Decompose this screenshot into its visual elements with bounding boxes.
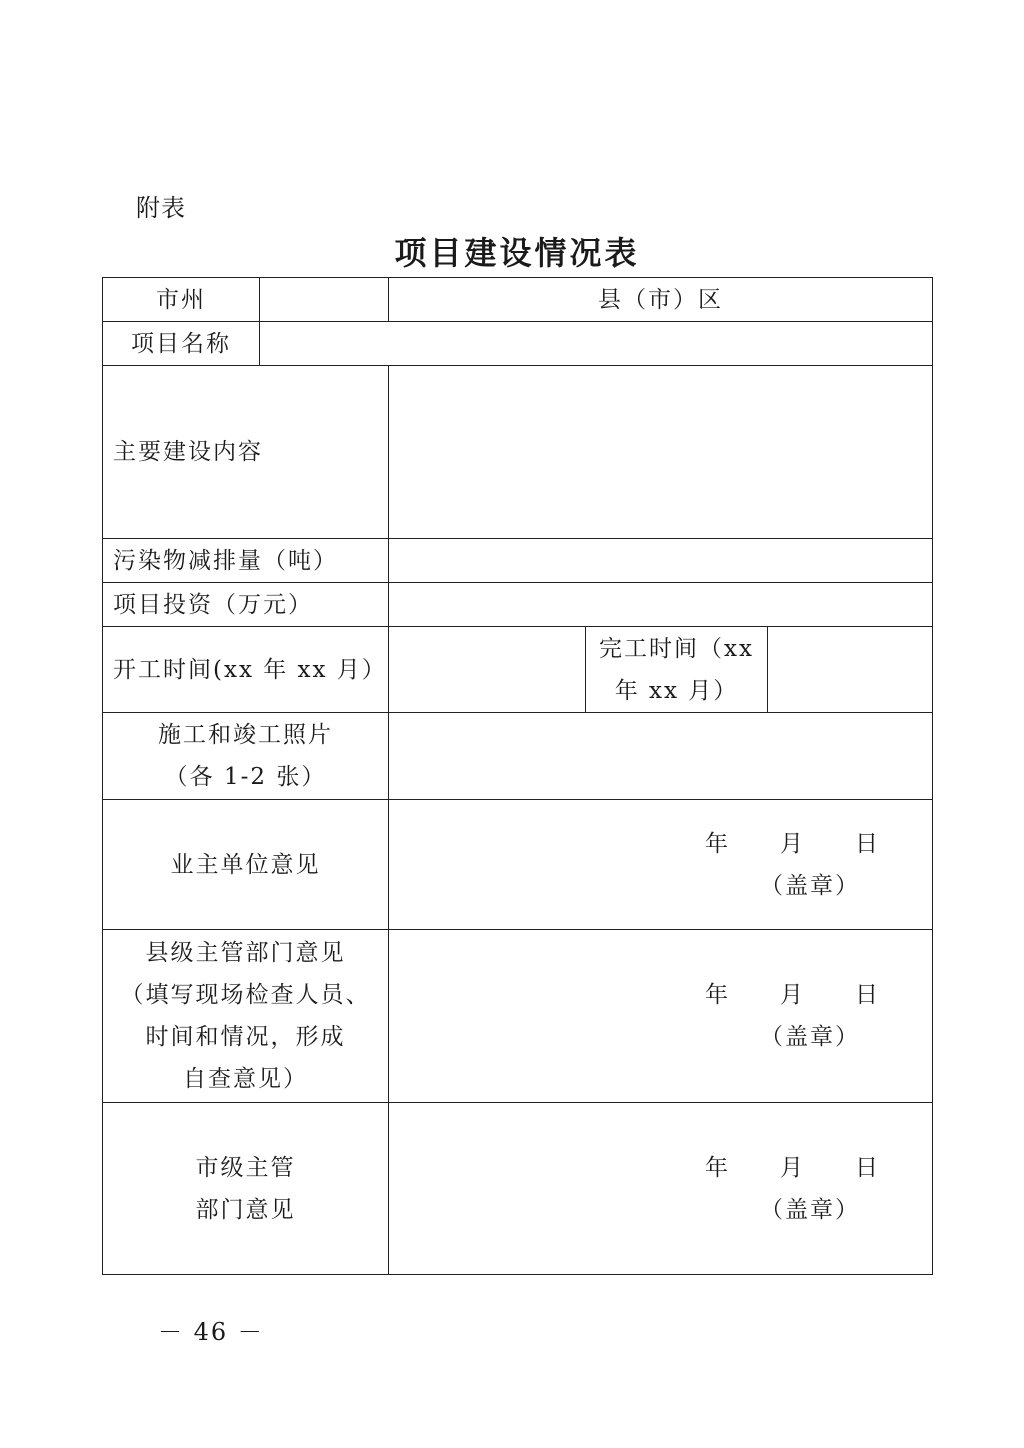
project-name-label: 项目名称 [103,322,260,366]
project-name-value-cell[interactable] [260,322,933,366]
main-content-label: 主要建设内容 [103,366,389,539]
row-pollutant [103,539,933,583]
start-time-value-cell[interactable] [389,627,586,713]
finish-time-label [586,627,768,713]
city-dept-date [395,1147,880,1189]
attachment-label: 附表 [136,194,186,222]
row-county-dept-opinion [103,930,933,1103]
owner-opinion-cell[interactable] [389,800,933,930]
city-label: 市州 [103,278,260,322]
form-title: 项目建设情况表 [394,234,640,272]
finish-time-label-line2: 年 xx 月） [614,677,739,704]
city-dept-opinion-cell[interactable] [389,1103,933,1275]
row-schedule [103,627,933,713]
page-number: － 46 － [158,1318,264,1346]
county-dept-label-line4: 自查意见） [183,1066,308,1092]
row-photos [103,713,933,800]
county-label: 县（市）区 [389,278,933,322]
county-dept-label-line3: 时间和情况，形成 [145,1024,346,1050]
city-dept-seal: （盖章） [760,1196,860,1223]
photos-label-line2: （各 1-2 张） [164,764,327,790]
county-dept-seal: （盖章） [760,1024,860,1050]
date-month: 月 [780,830,805,857]
county-dept-label-line1: 县级主管部门意见 [145,940,346,966]
finish-time-value-cell[interactable] [768,627,933,713]
owner-opinion-seal: （盖章） [760,872,860,899]
date-year: 年 [705,830,730,857]
finish-time-label-line1: 完工时间（xx [599,635,754,662]
county-dept-label [103,930,389,1103]
investment-value-cell[interactable] [389,583,933,627]
owner-opinion-date [395,823,880,865]
photos-label-line1: 施工和竣工照片 [158,722,333,748]
date-month: 月 [780,1154,805,1181]
city-dept-label-line1: 市级主管 [195,1154,296,1181]
county-dept-label-line2: （填写现场检查人员、 [120,982,371,1008]
date-day: 日 [855,982,880,1008]
city-dept-label-line2: 部门意见 [195,1196,296,1223]
row-investment [103,583,933,627]
row-project-name [103,322,933,366]
city-dept-label [103,1103,389,1275]
investment-label: 项目投资（万元） [103,583,389,627]
date-month: 月 [780,982,805,1008]
pollutant-label: 污染物减排量（吨） [103,539,389,583]
county-dept-opinion-cell[interactable] [389,930,933,1103]
date-year: 年 [705,1154,730,1181]
row-city-dept-opinion [103,1103,933,1275]
main-content-value-cell[interactable] [389,366,933,539]
row-main-content [103,366,933,539]
county-dept-date [395,974,880,1016]
row-owner-opinion [103,800,933,930]
date-day: 日 [855,1154,880,1181]
row-city [103,278,933,322]
photos-label [103,713,389,800]
pollutant-value-cell[interactable] [389,539,933,583]
start-time-label: 开工时间(xx 年 xx 月） [103,627,389,713]
date-year: 年 [705,982,730,1008]
owner-opinion-label: 业主单位意见 [103,800,389,930]
photos-value-cell[interactable] [389,713,933,800]
date-day: 日 [855,830,880,857]
city-value-cell[interactable] [260,278,389,322]
project-construction-table [102,277,933,1275]
